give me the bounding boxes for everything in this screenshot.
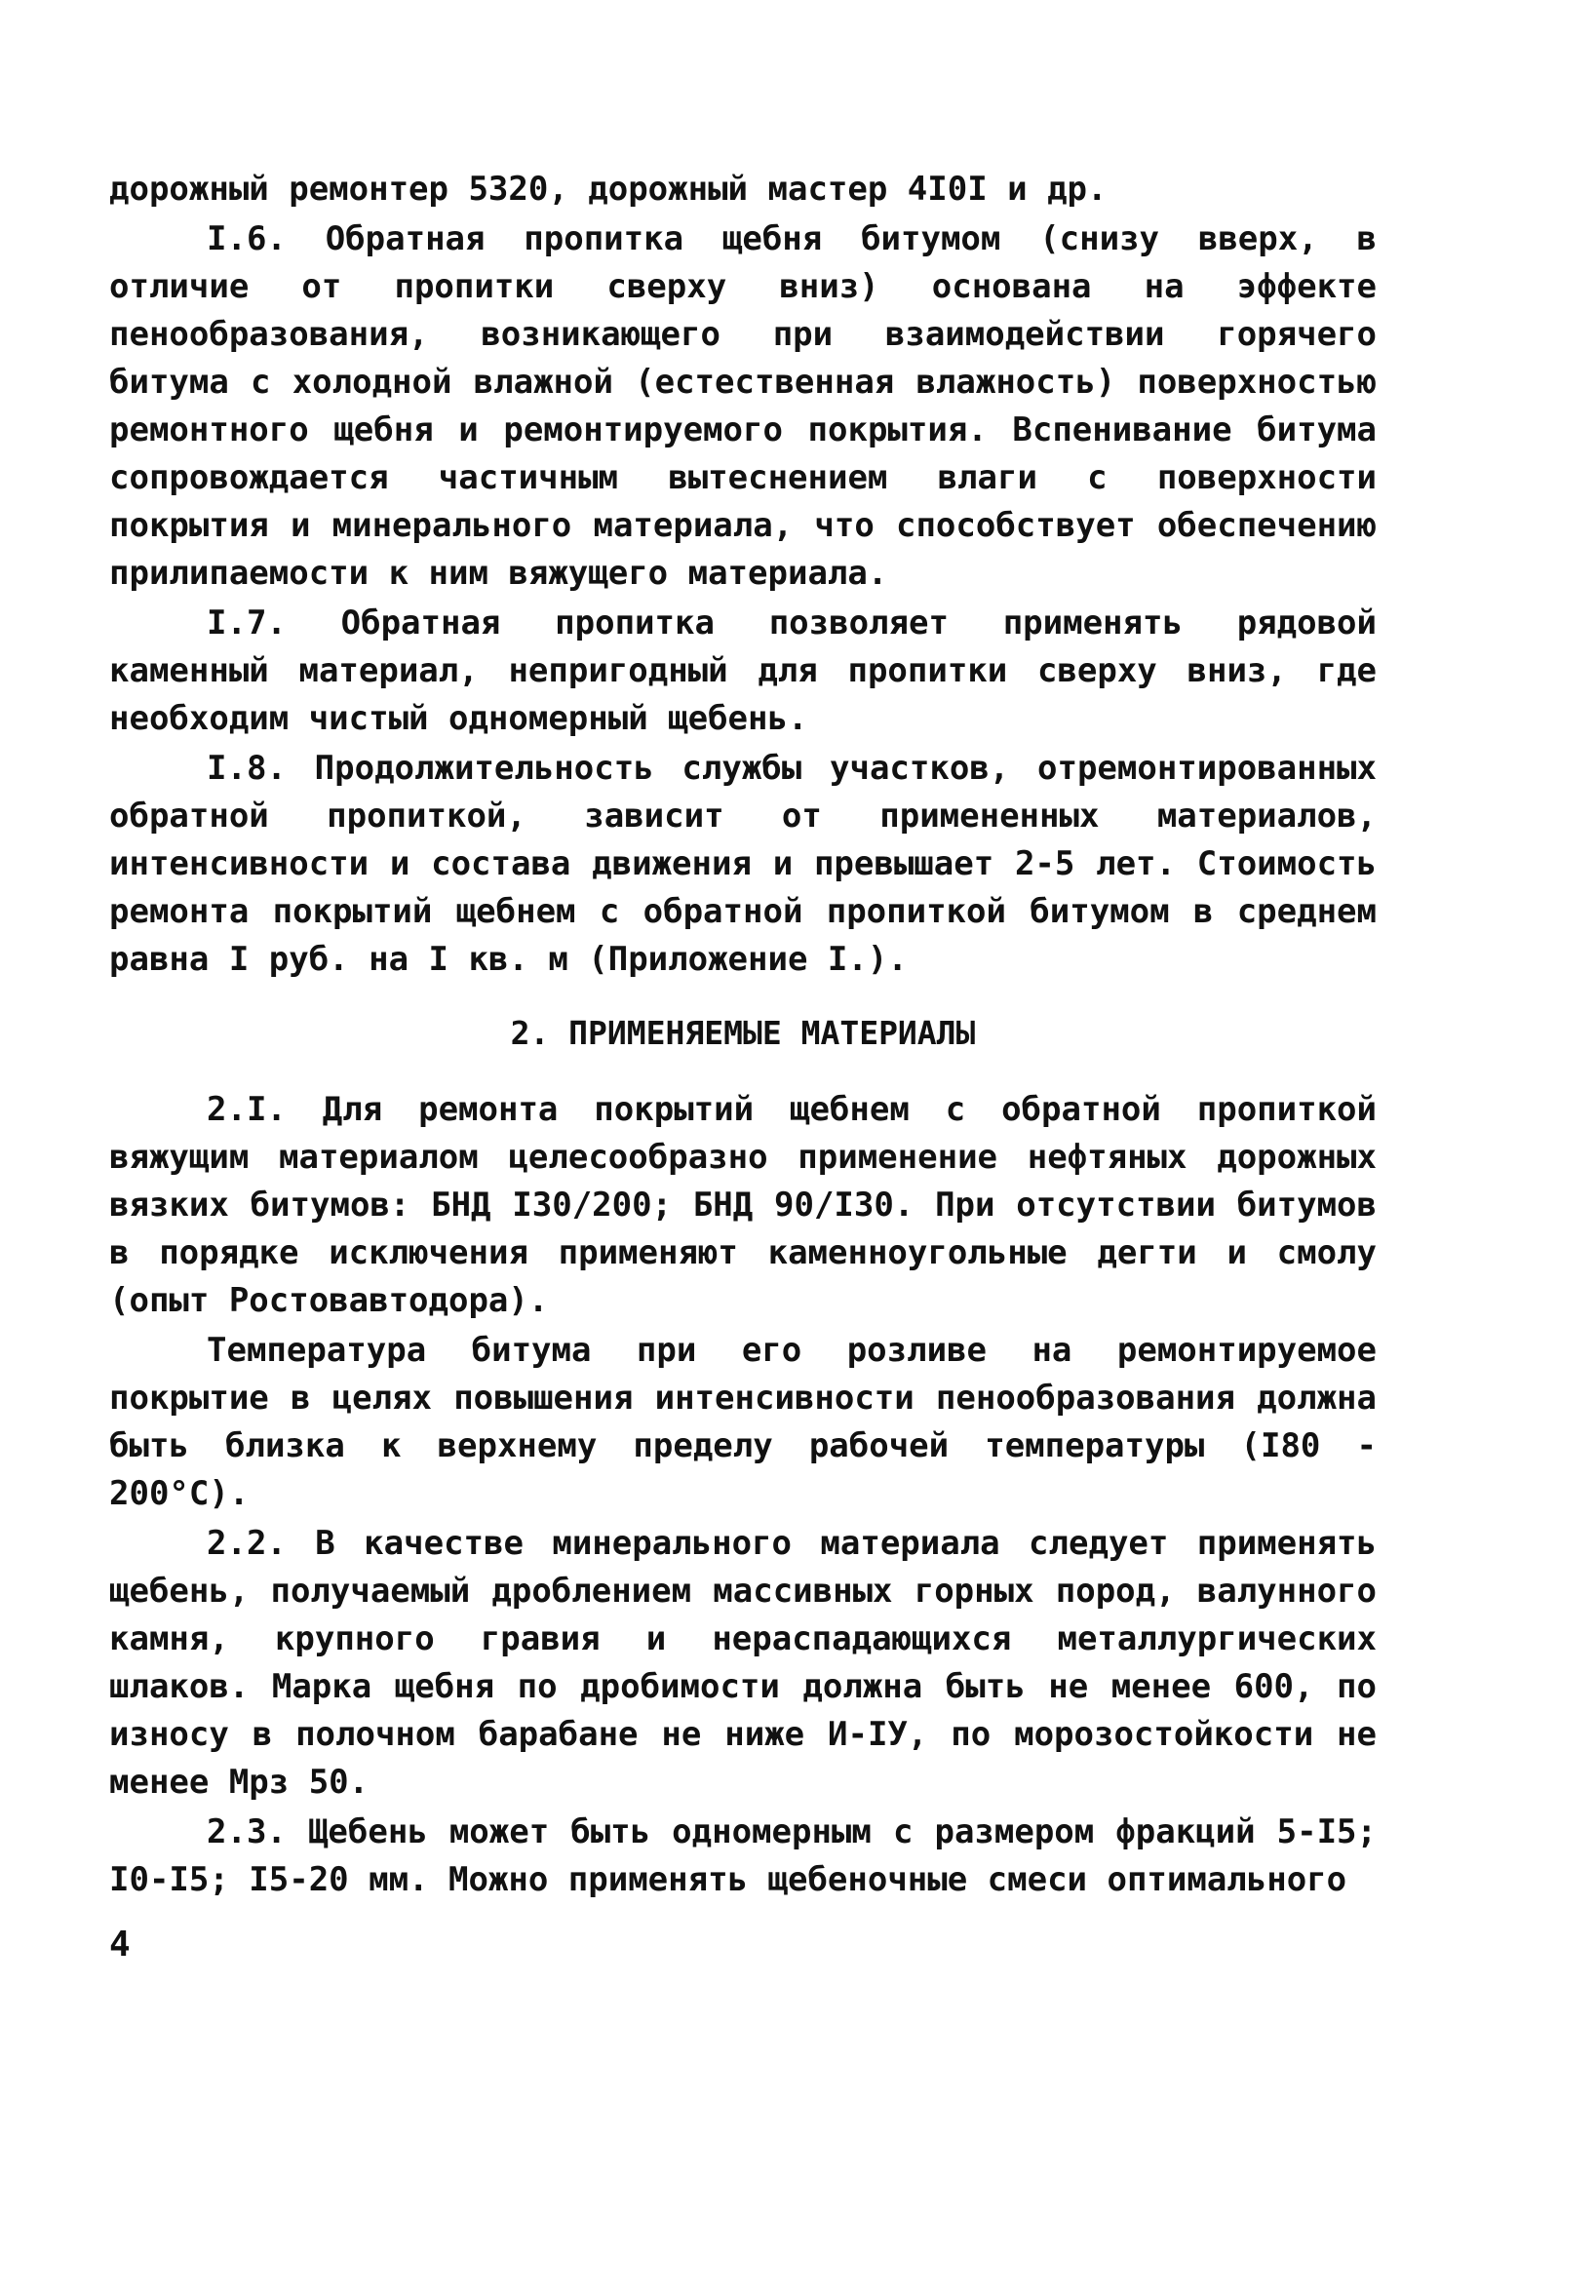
paragraph-2-3: 2.3. Щебень может быть одномерным с размером фракций 5-I5; I0-I5; I5-20 мм. Можно применять щебеночные смеси оптимального [109,1812,1377,1899]
paragraph-2-2: 2.2. В качестве минерального материала следует применять щебень, получаемый дроблением массивных горных пород, валунного камня, крупного гравия и нераспадающихся металлургических шлаков. Марка щебня по дробимости должна быть не менее 600, по износу в полочном барабане не ниже И-IУ, по морозостойкости не менее Мрз 50. [109,1524,1377,1802]
paragraph-1-8: I.8. Продолжительность службы участков, отремонтированных обратной пропиткой, зависит от примененных материалов, интенсивности и состава движения и превышает 2-5 лет. Стоимость ремонта покрытий щебнем с обратной пропиткой битумом в среднем равна I руб. на I кв. м (Приложение I.). [109,749,1377,979]
paragraph-temperature: Температура битума при его розливе на ремонтируемое покрытие в целях повышения интенсивности пенообразования должна быть близка к верхнему пределу рабочей температуры (I80 - 200°C). [109,1331,1377,1513]
paragraph-2-1: 2.I. Для ремонта покрытий щебнем с обратной пропиткой вяжущим материалом целесообразно применение нефтяных дорожных вязких битумов: БНД I30/200; БНД 90/I30. При отсутствии битумов в порядке исключения применяют каменноугольные дегти и смолу (опыт Ростовавтодора). [109,1090,1377,1320]
paragraph-1-6: I.6. Обратная пропитка щебня битумом (снизу вверх, в отличие от пропитки сверху вниз) основана на эффекте пенообразования, возникающего при взаимодействии горячего битума с холодной влажной (естественная влажность) поверхностью ремонтного щебня и ремонтируемого покрытия. Вспенивание битума сопровождается частичным вытеснением влаги с поверхности покрытия и минерального материала, что способствует обеспечению прилипаемости к ним вяжущего материала. [109,219,1377,593]
paragraph-1-7: I.7. Обратная пропитка позволяет применять рядовой каменный материал, непригодный для пропитки сверху вниз, где необходим чистый одномерный щебень. [109,603,1377,738]
page-number: 4 [109,1925,131,1965]
section-title: 2. ПРИМЕНЯЕМЫЕ МАТЕРИАЛЫ [510,1014,976,1052]
paragraph-continuation: дорожный ремонтер 5320, дорожный мастер 4I0I и др. [109,170,1108,209]
page-body [109,166,1377,1904]
